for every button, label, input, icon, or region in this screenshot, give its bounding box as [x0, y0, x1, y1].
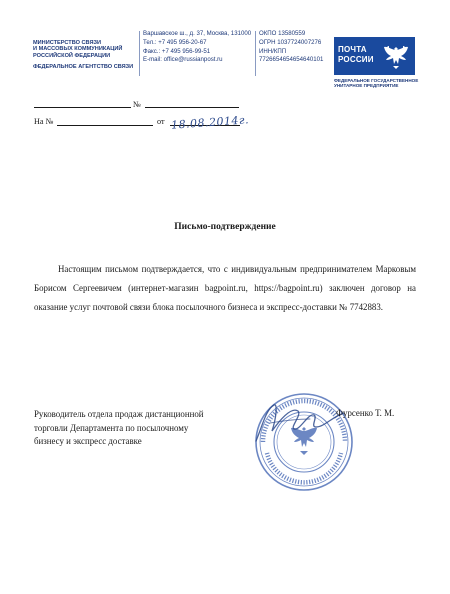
position-line: торговли Департамента по посылочному [34, 422, 189, 433]
ministry-name [33, 40, 143, 59]
letter-title: Письмо-подтверждение [174, 222, 276, 232]
address-line: Факс.: +7 495 956-99-51 [143, 47, 211, 55]
signatory-name: Фурсенко Т. М. [336, 408, 395, 418]
address-line: E-mail: office@russianpost.ru [143, 56, 223, 64]
caption-line: ФЕДЕРАЛЬНОЕ ГОСУДАРСТВЕННОЕ [334, 78, 419, 83]
reference-number-line [57, 125, 153, 126]
ministry-line: И МАССОВЫХ КОММУНИКАЦИЙ [33, 46, 123, 53]
address-line: Варшавское ш., д. 37, Москва, 131000 [143, 30, 252, 37]
from-label: от [157, 117, 165, 126]
reference-label: На № [34, 117, 54, 126]
outgoing-date-line [145, 107, 239, 108]
position-line: Руководитель отдела продаж дистанционной [34, 409, 204, 419]
handwritten-date: 18.08.2014г. [170, 113, 250, 132]
logo-caption [334, 78, 434, 89]
ministry-line: МИНИСТЕРСТВО СВЯЗИ [33, 40, 101, 46]
russian-post-logo [334, 37, 415, 75]
position-line: бизнесу и экспресс доставке [34, 436, 142, 447]
double-headed-eagle-icon [380, 40, 412, 72]
code-line: ОКПО 13580559 [259, 30, 306, 37]
code-line: ИНН/КПП [259, 47, 287, 55]
letterhead [0, 0, 450, 110]
outgoing-number-line [34, 107, 131, 108]
address-line: Тел.: +7 495 956-20-67 [143, 38, 207, 46]
handwritten-signature [252, 397, 348, 449]
body-paragraph: Настоящим письмом подтверждается, что с индивидуальным предпринимателем Марковым Борисом Сергеевичем (интернет-магазин bagpoint.ru, https://bagpoint.ru) заключен договор на оказание услуг почтовой связи блока посылочного бизнеса и экспресс-доставки № 7742883. [34, 264, 416, 312]
registration-codes [259, 30, 339, 65]
contact-address [143, 30, 263, 65]
agency-name: ФЕДЕРАЛЬНОЕ АГЕНТСТВО СВЯЗИ [33, 64, 134, 70]
caption-line: УНИТАРНОЕ ПРЕДПРИЯТИЕ [334, 83, 399, 89]
logo-wordmark [338, 45, 374, 65]
header-divider [255, 31, 256, 76]
ministry-line: РОССИЙСКОЙ ФЕДЕРАЦИИ [33, 52, 111, 59]
signatory-position [34, 408, 234, 449]
code-line: ОГРН 1037724007276 [259, 38, 322, 46]
logo-line: РОССИИ [338, 55, 374, 64]
letter-body [34, 260, 416, 317]
number-sign: № [133, 100, 141, 109]
logo-line: ПОЧТА [338, 45, 367, 54]
header-divider [139, 31, 140, 76]
code-line: 7726654654654640101 [259, 56, 324, 64]
